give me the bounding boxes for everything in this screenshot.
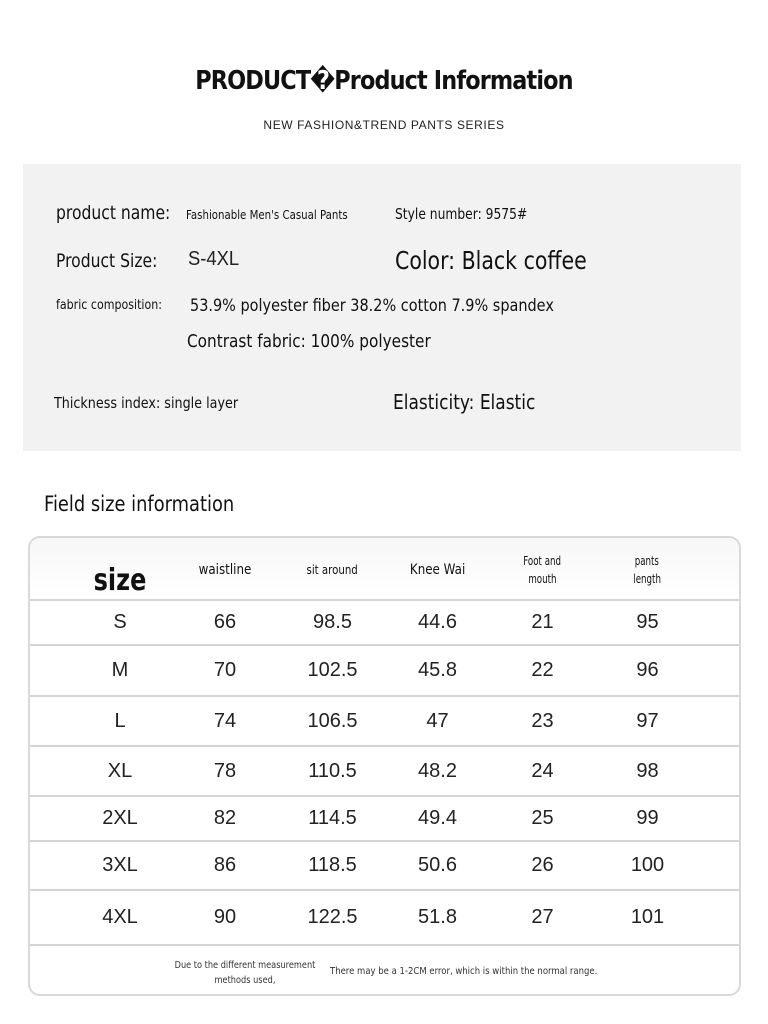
cell-knee: 50.6: [418, 854, 457, 876]
cell-foot-mouth: 25: [531, 807, 554, 829]
header-sit-around: sit around: [306, 562, 359, 577]
cell-knee: 48.2: [418, 759, 457, 782]
cell-waistline: 90: [213, 906, 237, 928]
cell-waistline: 78: [213, 759, 237, 782]
size-table: [28, 536, 741, 996]
color-info: Color: Black coffee: [395, 246, 587, 275]
header-pants-length: pants length: [633, 553, 662, 586]
product-name-label: product name:: [56, 202, 171, 224]
page-title: PRODUCT�Product Information: [195, 66, 573, 96]
cell-sit-around: 106.5: [307, 709, 358, 732]
cell-foot-mouth: 26: [531, 854, 554, 876]
cell-pants-length: 101: [630, 906, 665, 928]
cell-size: 3XL: [102, 854, 138, 876]
cell-pants-length: 95: [636, 611, 659, 633]
cell-sit-around: 122.5: [307, 906, 358, 928]
cell-waistline: 70: [213, 659, 237, 681]
table-row: [30, 797, 739, 842]
elasticity: Elasticity: Elastic: [393, 390, 536, 414]
cell-foot-mouth: 27: [531, 906, 554, 928]
header-waistline: waistline: [198, 561, 252, 578]
measurement-note: Due to the different measurement methods used,: [174, 960, 316, 986]
product-name-value: Fashionable Men's Casual Pants: [186, 208, 348, 222]
header-foot-mouth: Foot and mouth: [523, 553, 562, 586]
table-header: [30, 538, 739, 601]
cell-foot-mouth: 22: [531, 659, 554, 681]
cell-sit-around: 114.5: [308, 807, 357, 829]
cell-waistline: 66: [213, 611, 237, 633]
cell-foot-mouth: 23: [531, 709, 554, 732]
cell-sit-around: 110.5: [308, 759, 357, 782]
fabric-label: fabric composition:: [56, 298, 162, 313]
contrast-fabric: Contrast fabric: 100% polyester: [187, 331, 431, 352]
cell-sit-around: 118.5: [308, 854, 357, 876]
cell-size: S: [113, 611, 127, 633]
style-number: Style number: 9575#: [395, 205, 528, 223]
table-row: [30, 646, 739, 697]
cell-pants-length: 100: [630, 854, 665, 876]
cell-size: 2XL: [102, 807, 138, 829]
cell-knee: 49.4: [418, 807, 457, 829]
cell-knee: 51.8: [418, 906, 457, 928]
thickness-index: Thickness index: single layer: [54, 394, 239, 412]
cell-waistline: 82: [213, 807, 237, 829]
cell-sit-around: 98.5: [313, 611, 352, 633]
cell-size: M: [111, 659, 129, 681]
product-info-panel: [23, 164, 741, 451]
header-knee: Knee Wai: [409, 561, 466, 578]
table-row: [30, 747, 739, 797]
product-size-label: Product Size:: [56, 250, 158, 272]
cell-pants-length: 99: [636, 807, 659, 829]
error-note: There may be a 1-2CM error, which is within the normal range.: [330, 966, 598, 977]
cell-foot-mouth: 21: [531, 611, 554, 633]
size-section-title: Field size information: [44, 492, 235, 516]
page-subtitle: NEW FASHION&TREND PANTS SERIES: [263, 118, 505, 132]
cell-waistline: 74: [213, 709, 237, 732]
table-row: [30, 842, 739, 891]
cell-knee: 45.8: [418, 659, 457, 681]
cell-pants-length: 96: [636, 659, 659, 681]
cell-pants-length: 97: [636, 709, 659, 732]
cell-size: 4XL: [102, 906, 138, 928]
cell-pants-length: 98: [636, 759, 659, 782]
header-size: size: [93, 563, 147, 598]
table-row: [30, 697, 739, 747]
table-row: [30, 891, 739, 946]
fabric-value: 53.9% polyester fiber 38.2% cotton 7.9% spandex: [190, 296, 554, 316]
cell-sit-around: 102.5: [307, 659, 358, 681]
product-size-value: S-4XL: [188, 248, 240, 270]
cell-knee: 47: [426, 709, 449, 732]
table-row: [30, 601, 739, 646]
cell-knee: 44.6: [418, 611, 457, 633]
cell-size: L: [114, 709, 126, 732]
cell-size: XL: [107, 759, 133, 782]
cell-foot-mouth: 24: [531, 759, 554, 782]
cell-waistline: 86: [213, 854, 237, 876]
